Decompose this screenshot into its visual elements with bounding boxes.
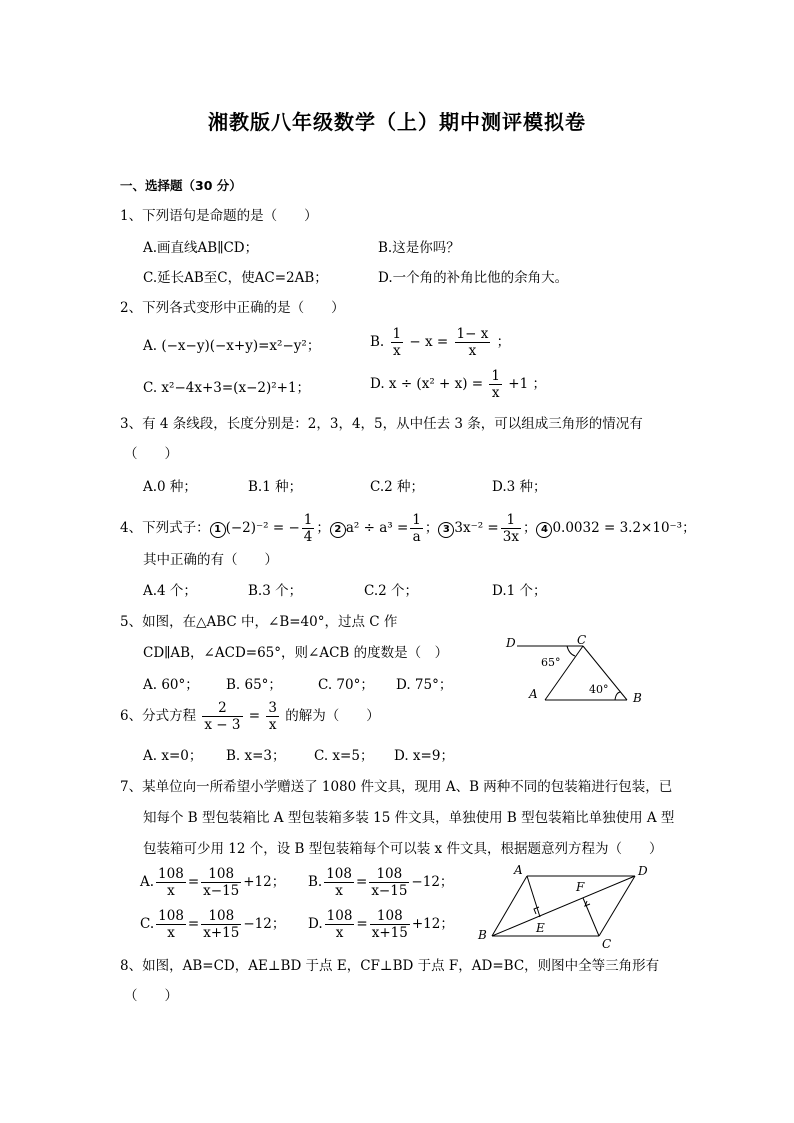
q7-c-frac-1: $\frac{108}{x}$ <box>158 908 184 941</box>
q3-blank: （ ） <box>124 446 178 462</box>
q4-prefix: 4、下列式子： <box>120 520 210 536</box>
angle-label-40: 40° <box>589 683 609 696</box>
q5-line1: 5、如图，在△ABC 中，∠B=40°，过点 C 作 <box>120 614 398 630</box>
q7-c-label: C. <box>140 916 155 932</box>
q1-option-c: C.延长AB至C，使AC=2AB； <box>143 270 328 286</box>
q7-d-eq: = <box>356 916 368 932</box>
q1-option-d: D.一个角的补角比他的余角大。 <box>378 270 569 286</box>
q3-option-d: D.3 种； <box>492 479 547 495</box>
q7-c-eq: = <box>187 916 200 932</box>
circled-4: 4 <box>536 522 552 538</box>
q5-option-a: A. 60°； <box>143 677 199 693</box>
angle-mark-acd <box>567 646 575 656</box>
q5-line2: CD∥AB，∠ACD=65°，则∠ACB 的度数是（ ） <box>143 645 449 661</box>
q4-expr-1: (−2)⁻² = − <box>225 520 300 536</box>
q6-frac-1: $\frac{2}{x - 3}$ <box>204 700 241 733</box>
q4-frac-1: $\frac{1}{4}$ <box>303 512 313 545</box>
q7-c-frac-2: $\frac{108}{x+15}$ <box>203 908 240 941</box>
q7-option-b <box>308 866 453 899</box>
line-dc <box>599 876 635 936</box>
q7-a-eq: = <box>187 874 200 890</box>
q6-option-d: D. x=9； <box>394 748 454 764</box>
q2-option-d <box>370 368 546 401</box>
label-a: A <box>514 863 523 877</box>
q5-option-b: B. 65°； <box>226 677 282 693</box>
line-ba <box>492 876 527 936</box>
q6-suffix: 的解为（ ） <box>285 708 380 724</box>
q4-expr-3: 3x⁻² = <box>454 520 499 536</box>
circled-3: 3 <box>438 522 454 538</box>
q7-option-c <box>140 908 285 941</box>
q2-d-lhs: D. x ÷ (x² + x) = <box>370 376 484 392</box>
q4-frac-3: $\frac{1}{3x}$ <box>502 512 519 545</box>
q2-d-end: +1 ； <box>508 376 546 392</box>
q2-stem: 2、下列各式变形中正确的是（ ） <box>120 300 345 316</box>
q3-stem: 3、有 4 条线段，长度分别是：2，3，4，5，从中任去 3 条，可以组成三角形的情况有 <box>120 416 643 432</box>
q7-a-frac-1: $\frac{108}{x}$ <box>158 866 184 899</box>
q7-b-end: −12； <box>411 874 454 890</box>
q1-option-b: B.这是你吗？ <box>378 240 460 256</box>
q3-option-a: A.0 种； <box>143 479 197 495</box>
q7-d-end: +12； <box>411 916 454 932</box>
q7-option-d <box>308 908 454 941</box>
q4-frac-2: $\frac{1}{a}$ <box>412 512 421 545</box>
q2-option-c: C. x²−4x+3=(x−2)²+1； <box>143 380 311 396</box>
label-c: C <box>602 937 612 951</box>
line-ae <box>527 876 540 917</box>
page-title: 湘教版八年级数学（上）期中测评模拟卷 <box>208 110 586 134</box>
q2-b-label: B. <box>370 334 385 350</box>
angle-mark-b <box>615 692 621 700</box>
q6-frac-2: $\frac{3}{x}$ <box>268 700 277 733</box>
section-heading: 一、选择题（30 分） <box>120 178 242 193</box>
q6-prefix: 6、分式方程 <box>120 708 197 724</box>
q5-option-c: C. 70°； <box>318 677 374 693</box>
q8-blank: （ ） <box>124 988 178 1004</box>
circled-2: 2 <box>330 522 346 538</box>
q4-option-c: C.2 个； <box>364 583 419 599</box>
q2-b-frac-1: $\frac{1}{x}$ <box>392 326 402 359</box>
q4-option-d: D.1 个； <box>492 583 547 599</box>
triangle-figure <box>495 630 655 710</box>
q2-b-frac-2: $\frac{1- x}{x}$ <box>456 326 489 359</box>
q7-line3: 包装箱可少用 12 个，设 B 型包装箱每个可以装 x 件文具，根据题意列方程为（ ） <box>143 841 663 857</box>
q4-expressions <box>120 512 696 545</box>
q4-option-b: B.3 个； <box>248 583 303 599</box>
q7-a-frac-2: $\frac{108}{x-15}$ <box>203 866 240 899</box>
label-d: D <box>638 864 648 878</box>
q7-b-frac-2: $\frac{108}{x-15}$ <box>371 866 408 899</box>
q6-stem <box>120 700 380 733</box>
q6-option-c: C. x=5； <box>314 748 374 764</box>
q5-option-d: D. 75°； <box>396 677 453 693</box>
q4-option-a: A.4 个； <box>143 583 197 599</box>
q3-option-b: B.1 种； <box>248 479 303 495</box>
label-d: D <box>506 636 516 650</box>
line-ca <box>545 646 583 700</box>
q6-option-b: B. x=3； <box>226 748 286 764</box>
q4-line2: 其中正确的有（ ） <box>143 552 278 568</box>
q2-b-mid: − x = <box>409 334 449 350</box>
q8-line1: 8、如图，AB=CD，AE⊥BD 于点 E，CF⊥BD 于点 F，AD=BC，则图中全等三角形有 <box>120 958 660 974</box>
q7-c-end: −12； <box>243 916 286 932</box>
circled-1: 1 <box>210 522 226 538</box>
q7-d-frac-1: $\frac{108}{x}$ <box>326 908 353 941</box>
q6-option-a: A. x=0； <box>143 748 203 764</box>
q6-eq: = <box>248 708 261 724</box>
label-b: B <box>633 691 642 705</box>
label-c: C <box>577 633 587 647</box>
label-b: B <box>478 928 487 942</box>
right-angle-f <box>585 901 590 906</box>
q7-b-label: B. <box>308 874 323 890</box>
q4-sep: ； <box>424 520 439 536</box>
line-bd <box>492 876 635 936</box>
q2-d-frac: $\frac{1}{x}$ <box>491 368 500 401</box>
q7-b-eq: = <box>356 874 368 890</box>
q4-expr-4: 0.0032 = 3.2×10⁻³； <box>552 520 696 536</box>
q7-d-label: D. <box>308 916 323 932</box>
q7-option-a <box>140 866 285 899</box>
q4-sep: ； <box>316 520 330 536</box>
q3-option-c: C.2 种； <box>370 479 425 495</box>
q7-d-frac-2: $\frac{108}{x+15}$ <box>371 908 408 941</box>
q7-b-frac-1: $\frac{108}{x}$ <box>326 866 352 899</box>
q2-option-a: A. (−x−y)(−x+y)=x²−y²； <box>143 338 321 354</box>
q7-line2: 知每个 B 型包装箱比 A 型包装箱多装 15 件文具，单独使用 B 型包装箱比单独使用 A 型 <box>143 810 675 826</box>
label-f: F <box>576 880 585 894</box>
parallelogram-figure <box>472 860 662 952</box>
q7-line1: 7、某单位向一所希望小学赠送了 1080 件文具，现用 A、B 两种不同的包装箱进行包装，已 <box>120 779 673 795</box>
q1-option-a: A.画直线AB∥CD； <box>143 240 259 256</box>
label-a: A <box>529 687 538 701</box>
q1-stem: 1、下列语句是命题的是（ ） <box>120 208 318 224</box>
q4-expr-2: a² ÷ a³ = <box>345 520 409 536</box>
label-e: E <box>536 921 545 935</box>
q2-option-b <box>370 326 510 359</box>
q2-b-end: ； <box>496 334 511 350</box>
angle-label-65: 65° <box>541 656 561 669</box>
q7-a-label: A. <box>140 874 155 890</box>
q7-a-end: +12； <box>243 874 286 890</box>
q4-sep: ； <box>522 520 537 536</box>
